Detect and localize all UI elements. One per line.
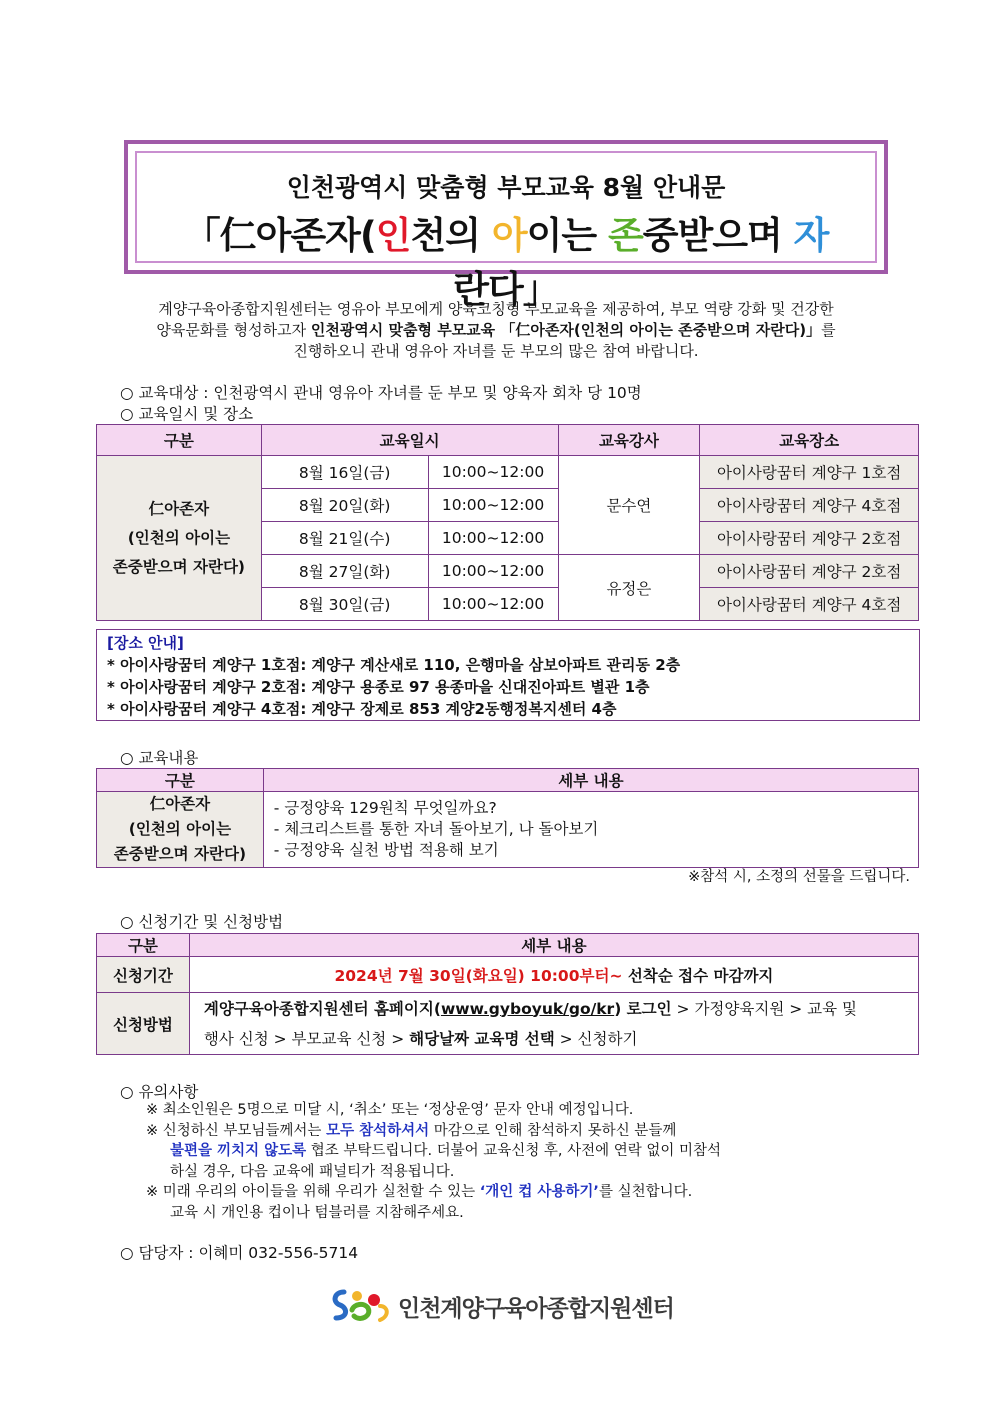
notice-bullet: ○ 유의사항 [120, 1083, 199, 1101]
table-cell-place: 아이사랑꿈터 계양구 4호점 [700, 588, 919, 621]
header-detail: 세부 내용 [263, 769, 918, 792]
content-table [96, 768, 919, 868]
homepage-link[interactable]: www.gyboyuk/go/kr [440, 999, 615, 1018]
intro-paragraph: 계양구육아종합지원센터는 영유아 부모에게 양육코칭형 부모교육을 제공하여, 부모 역량 강화 및 건강한 양육문화를 형성하고자 인천광역시 맞춤형 부모교육 「仁아존자(인천의 아이는 존중받으며 자란다)」를 진행하오니 관내 영유아 자녀를 둔 부모의 많은 참여 바랍니다. [156, 300, 836, 360]
header-place: 교육장소 [700, 425, 919, 456]
table-cell-date: 8월 27일(화) [261, 555, 428, 588]
table-cell-place: 아이사랑꿈터 계양구 4호점 [700, 489, 919, 522]
method-label: 신청방법 [97, 993, 190, 1055]
table-cell-date: 8월 20일(화) [261, 489, 428, 522]
gift-note: ※참석 시, 소정의 선물을 드립니다. [688, 869, 910, 885]
list-item: - 긍정양육 129원칙 무엇일까요? [273, 799, 497, 817]
header-category: 구분 [97, 934, 190, 957]
schedule-table [96, 424, 919, 621]
table-cell-date: 8월 16일(금) [261, 456, 428, 489]
list-item: - 체크리스트를 통한 자녀 돌아보기, 나 돌아보기 [273, 820, 599, 838]
center-name: 인천계양구육아종합지원센터 [398, 1296, 674, 1322]
notice-list: ※ 최소인원은 5명으로 미달 시, ‘취소’ 또는 ‘정상운영’ 문자 안내 예정입니다. ※ 신청하신 부모님들께서는 모두 참석하셔서 마감으로 인해 참석하지 못하신 분들께 불편을 끼치지 않도록 협조 부탁드립니다. 더불어 교육신청 후, 사전에 연락 없이 미참석 하실 경우, 다음 교육에 패널티가 적용됩니다. ※ 미래 우리의 아이들을 위해 우리가 실천할 수 있는 ‘개인 컵 사용하기’를 실천합니다. 교육 시 개인용 컵이나 텀블러를 지참해주세요. [146, 1102, 722, 1221]
table-cell-place: 아이사랑꿈터 계양구 1호점 [700, 456, 919, 489]
program-title: 「仁아존자(인천의 아이는 존중받으며 자란다」 [183, 214, 829, 311]
method-value: 계양구육아종합지원센터 홈페이지(www.gyboyuk/go/kr) 로그인 > 가정양육지원 > 교육 및 행사 신청 > 부모교육 신청 > 해당날짜 교육명 선택 > 신청하기 [189, 993, 918, 1055]
list-item: - 긍정양육 실천 방법 적용해 보기 [273, 841, 499, 859]
header-detail: 세부 내용 [189, 934, 918, 957]
center-logo-icon [330, 1286, 394, 1326]
target-bullet: ○ 교육대상 : 인천광역시 관내 영유아 자녀를 둔 부모 및 양육자 회차 당 10명 [120, 384, 642, 402]
table-cell-date: 8월 30일(금) [261, 588, 428, 621]
content-list [263, 792, 918, 868]
table-cell-place: 아이사랑꿈터 계양구 2호점 [700, 522, 919, 555]
program-cell: 仁아존자 (인천의 아이는 존중받으며 자란다) [97, 792, 264, 868]
header-category: 구분 [97, 425, 262, 456]
table-cell-time: 10:00~12:00 [428, 522, 558, 555]
apply-bullet: ○ 신청기간 및 신청방법 [120, 913, 284, 931]
contact-bullet: ○ 담당자 : 이혜미 032-556-5714 [120, 1244, 359, 1262]
table-cell-time: 10:00~12:00 [428, 588, 558, 621]
table-cell-time: 10:00~12:00 [428, 489, 558, 522]
table-cell-time: 10:00~12:00 [428, 555, 558, 588]
table-cell-time: 10:00~12:00 [428, 456, 558, 489]
header-instructor: 교육강사 [558, 425, 700, 456]
instructor-cell: 문수연 [558, 456, 700, 555]
place-info-heading: [장소 안내] [107, 634, 184, 652]
place-info-box [96, 629, 920, 721]
instructor-cell: 유정은 [558, 555, 700, 621]
schedule-bullet: ○ 교육일시 및 장소 [120, 405, 254, 423]
content-bullet: ○ 교육내용 [120, 749, 199, 767]
period-value: 2024년 7월 30일(화요일) 10:00부터~ 선착순 접수 마감까지 [189, 957, 918, 993]
table-cell-place: 아이사랑꿈터 계양구 2호점 [700, 555, 919, 588]
header-category: 구분 [97, 769, 264, 792]
program-cell: 仁아존자 (인천의 아이는 존중받으며 자란다) [97, 456, 262, 621]
document-title: 인천광역시 맞춤형 부모교육 8월 안내문 [286, 173, 726, 202]
place-info-line: * 아이사랑꿈터 계양구 4호점: 계양구 장제로 853 계양2동행정복지센터 4층 [107, 700, 617, 718]
header-datetime: 교육일시 [261, 425, 558, 456]
place-info-line: * 아이사랑꿈터 계양구 2호점: 계양구 용종로 97 용종마을 신대진아파트 별관 1층 [107, 678, 650, 696]
period-label: 신청기간 [97, 957, 190, 993]
place-info-line: * 아이사랑꿈터 계양구 1호점: 계양구 계산새로 110, 은행마을 삼보아파트 관리동 2층 [107, 656, 681, 674]
apply-table [96, 933, 919, 1055]
table-cell-date: 8월 21일(수) [261, 522, 428, 555]
